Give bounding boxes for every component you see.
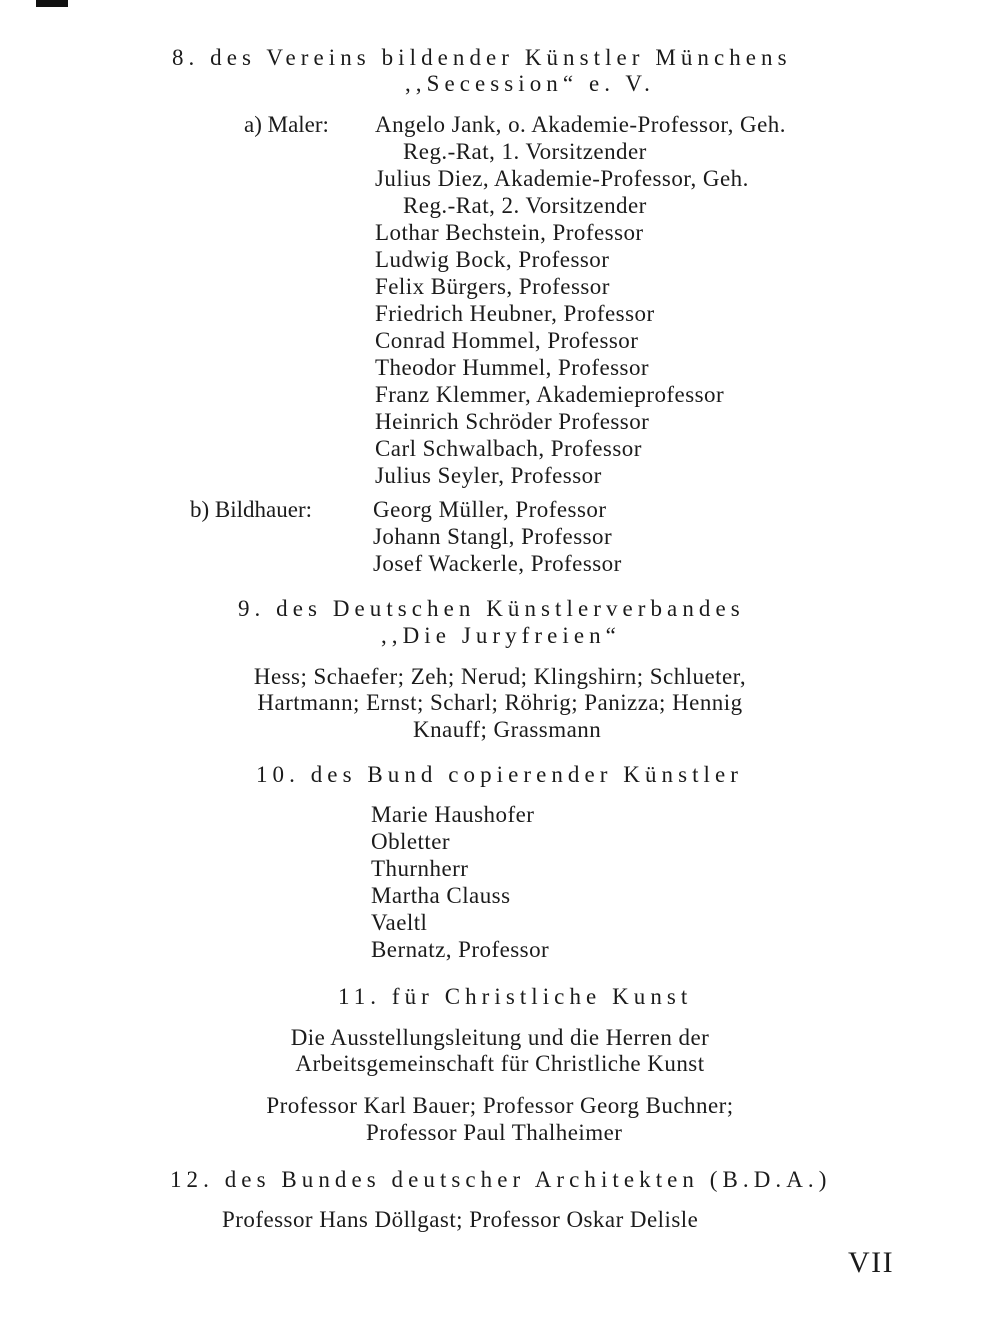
painter-entry: Julius Diez, Akademie-Professor, Geh. [375,166,749,191]
copier-entry: Marie Haushofer [371,802,535,827]
painter-entry: Heinrich Schröder Professor [375,409,650,434]
sculptor-entry: Johann Stangl, Professor [373,524,613,549]
section-8-heading: 8. des Vereins bildender Künstler Münchens [172,45,792,70]
painter-entry-continued: Reg.-Rat, 2. Vorsitzender [403,193,647,218]
painter-entry: Lothar Bechstein, Professor [375,220,644,245]
painter-entry-continued: Reg.-Rat, 1. Vorsitzender [403,139,647,164]
page-number: VII [848,1246,895,1279]
painter-entry: Carl Schwalbach, Professor [375,436,642,461]
sculptor-entry: Georg Müller, Professor [373,497,607,522]
copier-entry: Obletter [371,829,451,854]
painter-entry: Angelo Jank, o. Akademie-Professor, Geh. [375,112,786,137]
painters-label: a) Maler: [244,112,329,137]
painter-entry: Ludwig Bock, Professor [375,247,610,272]
painter-entry: Julius Seyler, Professor [375,463,602,488]
copier-entry: Vaeltl [371,910,428,935]
copier-entry: Martha Clauss [371,883,511,908]
juryfreien-members: Hess; Schaefer; Zeh; Nerud; Klingshirn; Schlueter, [253,664,747,689]
painter-entry: Theodor Hummel, Professor [375,355,650,380]
section-9-heading: 9. des Deutschen Künstlerverbandes [238,596,745,621]
painter-entry: Franz Klemmer, Akademieprofessor [375,382,725,407]
christian-art-members: Professor Karl Bauer; Professor Georg Buchner; [266,1093,734,1118]
scan-edge-mark [36,0,68,7]
painter-entry: Friedrich Heubner, Professor [375,301,655,326]
christian-art-text: Die Ausstellungsleitung und die Herren der [290,1025,710,1050]
copier-entry: Bernatz, Professor [371,937,550,962]
christian-art-members: Professor Paul Thalheimer [366,1120,623,1145]
copier-entry: Thurnherr [371,856,469,881]
christian-art-text: Arbeitsgemeinschaft für Christliche Kunst [295,1051,705,1076]
sculptors-label: b) Bildhauer: [190,497,312,522]
juryfreien-members: Hartmann; Ernst; Scharl; Röhrig; Panizza; Hennig [257,690,743,715]
architects-members: Professor Hans Döllgast; Professor Oskar Delisle [222,1207,699,1232]
section-10-heading: 10. des Bund copierender Künstler [256,762,743,787]
painter-entry: Conrad Hommel, Professor [375,328,639,353]
section-12-heading: 12. des Bundes deutscher Architekten (B.D.A.) [170,1167,832,1192]
section-11-heading: 11. für Christliche Kunst [338,984,693,1009]
painter-entry: Felix Bürgers, Professor [375,274,610,299]
section-9-subheading: ,,Die Juryfreien“ [381,623,621,648]
section-8-subheading: ,,Secession“ e. V. [405,71,655,96]
juryfreien-members: Knauff; Grassmann [413,717,602,742]
sculptor-entry: Josef Wackerle, Professor [373,551,622,576]
